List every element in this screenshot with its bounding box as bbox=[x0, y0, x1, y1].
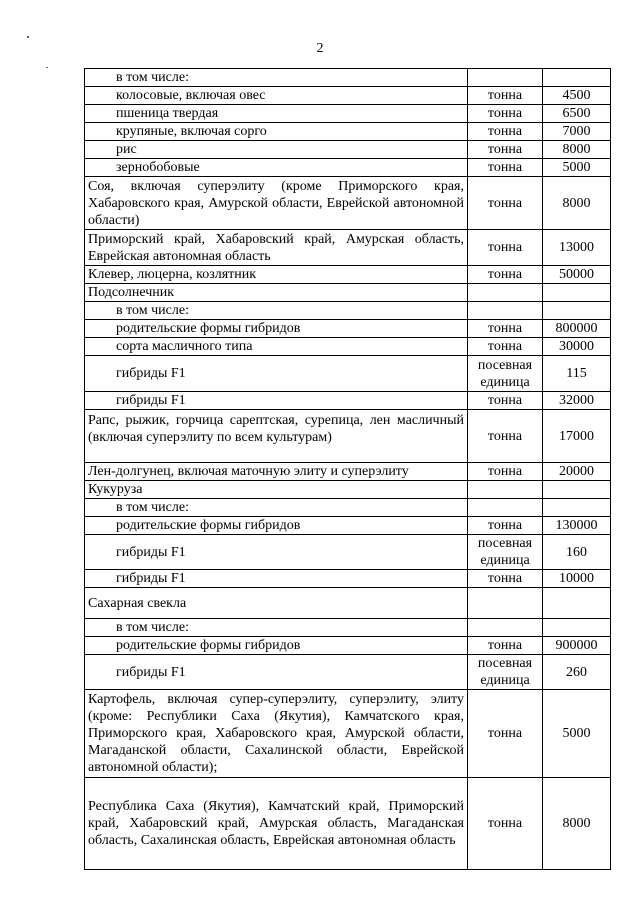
unit-cell: посевная единица bbox=[468, 535, 543, 570]
value-cell bbox=[543, 588, 611, 619]
table-row bbox=[85, 463, 611, 481]
value-cell: 13000 bbox=[543, 230, 611, 266]
table-row bbox=[85, 655, 611, 690]
crop-name: родительские формы гибридов bbox=[85, 517, 468, 535]
unit-cell: тонна bbox=[468, 141, 543, 159]
value-cell: 17000 bbox=[543, 410, 611, 463]
page-number: 2 bbox=[316, 41, 324, 56]
crop-name: Кукуруза bbox=[85, 481, 468, 499]
unit-cell bbox=[468, 481, 543, 499]
value-cell bbox=[543, 499, 611, 517]
crop-name: в том числе: bbox=[85, 302, 468, 320]
table-row bbox=[85, 284, 611, 302]
crop-name: Соя, включая суперэлиту (кроме Приморского края, Хабаровского края, Амурской области, Еврейской автономной области) bbox=[85, 177, 468, 230]
value-cell bbox=[543, 481, 611, 499]
table-row bbox=[85, 177, 611, 230]
unit-cell: тонна bbox=[468, 637, 543, 655]
table-row bbox=[85, 230, 611, 266]
crop-name: крупяные, включая сорго bbox=[85, 123, 468, 141]
table-row bbox=[85, 517, 611, 535]
crop-name: рис bbox=[85, 141, 468, 159]
crop-name: гибриды F1 bbox=[85, 570, 468, 588]
table-row bbox=[85, 410, 611, 463]
crop-name: колосовые, включая овес bbox=[85, 87, 468, 105]
crop-name: Клевер, люцерна, козлятник bbox=[85, 266, 468, 284]
unit-cell: тонна bbox=[468, 159, 543, 177]
unit-cell bbox=[468, 619, 543, 637]
table-row bbox=[85, 69, 611, 87]
value-cell: 6500 bbox=[543, 105, 611, 123]
table-row bbox=[85, 588, 611, 619]
crop-name: Республика Саха (Якутия), Камчатский край, Приморский край, Хабаровский край, Амурская область, Магаданская область, Сахалинская область, Еврейская автономная область bbox=[85, 778, 468, 870]
value-cell: 260 bbox=[543, 655, 611, 690]
unit-cell: тонна bbox=[468, 410, 543, 463]
crop-name: родительские формы гибридов bbox=[85, 637, 468, 655]
table-row bbox=[85, 87, 611, 105]
value-cell: 20000 bbox=[543, 463, 611, 481]
table-row bbox=[85, 778, 611, 870]
value-cell: 800000 bbox=[543, 320, 611, 338]
value-cell: 5000 bbox=[543, 690, 611, 778]
table-row bbox=[85, 105, 611, 123]
table-row bbox=[85, 392, 611, 410]
crop-name: гибриды F1 bbox=[85, 655, 468, 690]
table-row bbox=[85, 159, 611, 177]
unit-cell: тонна bbox=[468, 690, 543, 778]
value-cell bbox=[543, 302, 611, 320]
unit-cell: посевная единица bbox=[468, 356, 543, 392]
table-row bbox=[85, 535, 611, 570]
value-cell: 7000 bbox=[543, 123, 611, 141]
crop-name: зернобобовые bbox=[85, 159, 468, 177]
crop-name: Подсолнечник bbox=[85, 284, 468, 302]
table-row bbox=[85, 481, 611, 499]
value-cell: 130000 bbox=[543, 517, 611, 535]
table-row bbox=[85, 266, 611, 284]
crop-name: Приморский край, Хабаровский край, Амурская область, Еврейская автономная область bbox=[85, 230, 468, 266]
unit-cell: тонна bbox=[468, 230, 543, 266]
crop-name: пшеница твердая bbox=[85, 105, 468, 123]
table-row bbox=[85, 570, 611, 588]
unit-cell: тонна bbox=[468, 778, 543, 870]
table-row bbox=[85, 356, 611, 392]
unit-cell bbox=[468, 588, 543, 619]
value-cell: 4500 bbox=[543, 87, 611, 105]
crop-name: родительские формы гибридов bbox=[85, 320, 468, 338]
value-cell: 8000 bbox=[543, 177, 611, 230]
value-cell: 30000 bbox=[543, 338, 611, 356]
unit-cell: тонна bbox=[468, 463, 543, 481]
value-cell bbox=[543, 619, 611, 637]
unit-cell: тонна bbox=[468, 320, 543, 338]
unit-cell: тонна bbox=[468, 105, 543, 123]
unit-cell: тонна bbox=[468, 338, 543, 356]
table-row bbox=[85, 499, 611, 517]
crop-name: Сахарная свекла bbox=[85, 588, 468, 619]
unit-cell: тонна bbox=[468, 517, 543, 535]
crop-name: в том числе: bbox=[85, 69, 468, 87]
unit-cell: тонна bbox=[468, 570, 543, 588]
crop-name: гибриды F1 bbox=[85, 535, 468, 570]
value-cell: 8000 bbox=[543, 141, 611, 159]
value-cell: 10000 bbox=[543, 570, 611, 588]
unit-cell bbox=[468, 284, 543, 302]
value-cell: 50000 bbox=[543, 266, 611, 284]
table-row bbox=[85, 619, 611, 637]
value-cell: 115 bbox=[543, 356, 611, 392]
scan-speck bbox=[46, 67, 48, 68]
crop-name: Рапс, рыжик, горчица сарептская, сурепица, лен масличный (включая суперэлиту по всем культурам) bbox=[85, 410, 468, 463]
value-cell: 32000 bbox=[543, 392, 611, 410]
table-row bbox=[85, 320, 611, 338]
table-row bbox=[85, 690, 611, 778]
unit-cell: посевная единица bbox=[468, 655, 543, 690]
value-cell bbox=[543, 69, 611, 87]
scan-speck bbox=[27, 36, 29, 38]
crop-name: гибриды F1 bbox=[85, 356, 468, 392]
table-row bbox=[85, 338, 611, 356]
crop-name: сорта масличного типа bbox=[85, 338, 468, 356]
unit-cell bbox=[468, 302, 543, 320]
table-row bbox=[85, 302, 611, 320]
table-row bbox=[85, 123, 611, 141]
table-row bbox=[85, 141, 611, 159]
crop-name: Картофель, включая супер-суперэлиту, суперэлиту, элиту (кроме: Республики Саха (Якутия), Камчатского края, Приморского края, Хабаровского края, Амурской области, Магаданской области, Сахалинской области, Еврейской автономной области); bbox=[85, 690, 468, 778]
value-cell: 160 bbox=[543, 535, 611, 570]
seed-volume-table bbox=[84, 68, 611, 870]
unit-cell: тонна bbox=[468, 123, 543, 141]
value-cell: 5000 bbox=[543, 159, 611, 177]
value-cell bbox=[543, 284, 611, 302]
value-cell: 900000 bbox=[543, 637, 611, 655]
unit-cell bbox=[468, 499, 543, 517]
crop-name: в том числе: bbox=[85, 619, 468, 637]
unit-cell: тонна bbox=[468, 266, 543, 284]
crop-name: в том числе: bbox=[85, 499, 468, 517]
unit-cell: тонна bbox=[468, 177, 543, 230]
crop-name: гибриды F1 bbox=[85, 392, 468, 410]
value-cell: 8000 bbox=[543, 778, 611, 870]
unit-cell: тонна bbox=[468, 392, 543, 410]
unit-cell bbox=[468, 69, 543, 87]
table-row bbox=[85, 637, 611, 655]
crop-name: Лен-долгунец, включая маточную элиту и суперэлиту bbox=[85, 463, 468, 481]
unit-cell: тонна bbox=[468, 87, 543, 105]
